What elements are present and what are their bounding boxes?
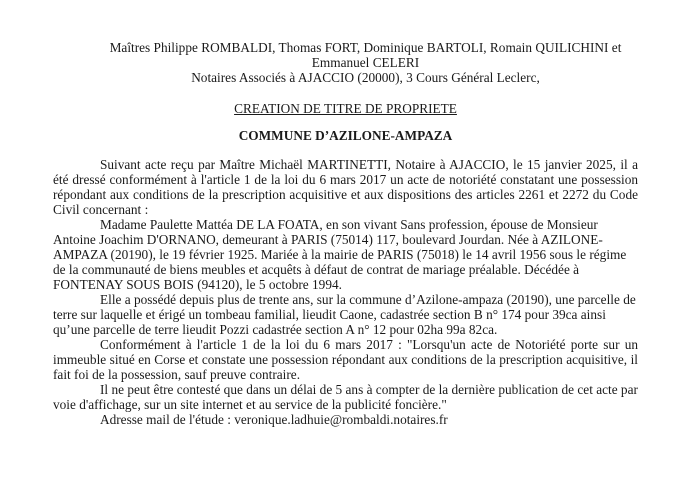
notaries-names-line2: Emmanuel CELERI bbox=[311, 55, 420, 70]
commune-heading: COMMUNE D’AZILONE-AMPAZA bbox=[238, 128, 453, 143]
paragraph-contest: Il ne peut être contesté que dans un délai de 5 ans à compter de la dernière publication de cet acte par voie d'affichage, sur un site internet et au service de la publicité foncière." bbox=[53, 382, 638, 412]
notary-address: Notaires Associés à AJACCIO (20000), 3 Cours Général Leclerc, bbox=[191, 70, 540, 85]
contact-email: Adresse mail de l'étude : veronique.ladhuie@rombaldi.notaires.fr bbox=[100, 412, 448, 427]
notice-body bbox=[53, 157, 638, 427]
paragraph-person: Madame Paulette Mattéa DE LA FOATA, en son vivant Sans profession, épouse de Monsieur Antoine Joachim D'ORNANO, demeurant à PARIS (75014) 117, boulevard Jourdan. Née à AZILONE-AMPAZA (20190), le 19 février 1925. Mariée à la mairie de PARIS (75018) le 14 avril 1956 sous le régime de la communauté de biens meubles et acquêts à défaut de contrat de mariage préalable. Décédée à FONTENAY SOUS BOIS (94120), le 5 octobre 1994. bbox=[53, 217, 627, 292]
notaries-names-line1: Maîtres Philippe ROMBALDI, Thomas FORT, Dominique BARTOLI, Romain QUILICHINI et bbox=[109, 40, 622, 55]
paragraph-deed: Suivant acte reçu par Maître Michaël MARTINETTI, Notaire à AJACCIO, le 15 janvier 2025, il a été dressé conformément à l'article 1 de la loi du 6 mars 2017 un acte de notoriété constatant une possession répondant aux conditions de la prescription acquisitive et aux dispositions des articles 2261 et 2272 du Code Civil concernant : bbox=[53, 157, 638, 217]
paragraph-law: Conformément à l'article 1 de la loi du 6 mars 2017 : "Lorsqu'un acte de Notoriété porte sur un immeuble situé en Corse et constate une possession répondant aux conditions de la prescription acquisitive, il fait foi de la possession, sauf preuve contraire. bbox=[53, 337, 638, 382]
notary-header bbox=[93, 40, 638, 85]
paragraph-property: Elle a possédé depuis plus de trente ans, sur la commune d’Azilone-ampaza (20190), une parcelle de terre sur laquelle et érigé un tombeau familial, lieudit Caone, cadastrée section B n° 174 pour 39ca ainsi qu’une parcelle de terre lieudit Pozzi cadastrée section A n° 12 pour 02ha 99a 82ca. bbox=[53, 292, 636, 337]
notice-page bbox=[53, 40, 638, 427]
document-title: CREATION DE TITRE DE PROPRIETE bbox=[234, 101, 457, 116]
